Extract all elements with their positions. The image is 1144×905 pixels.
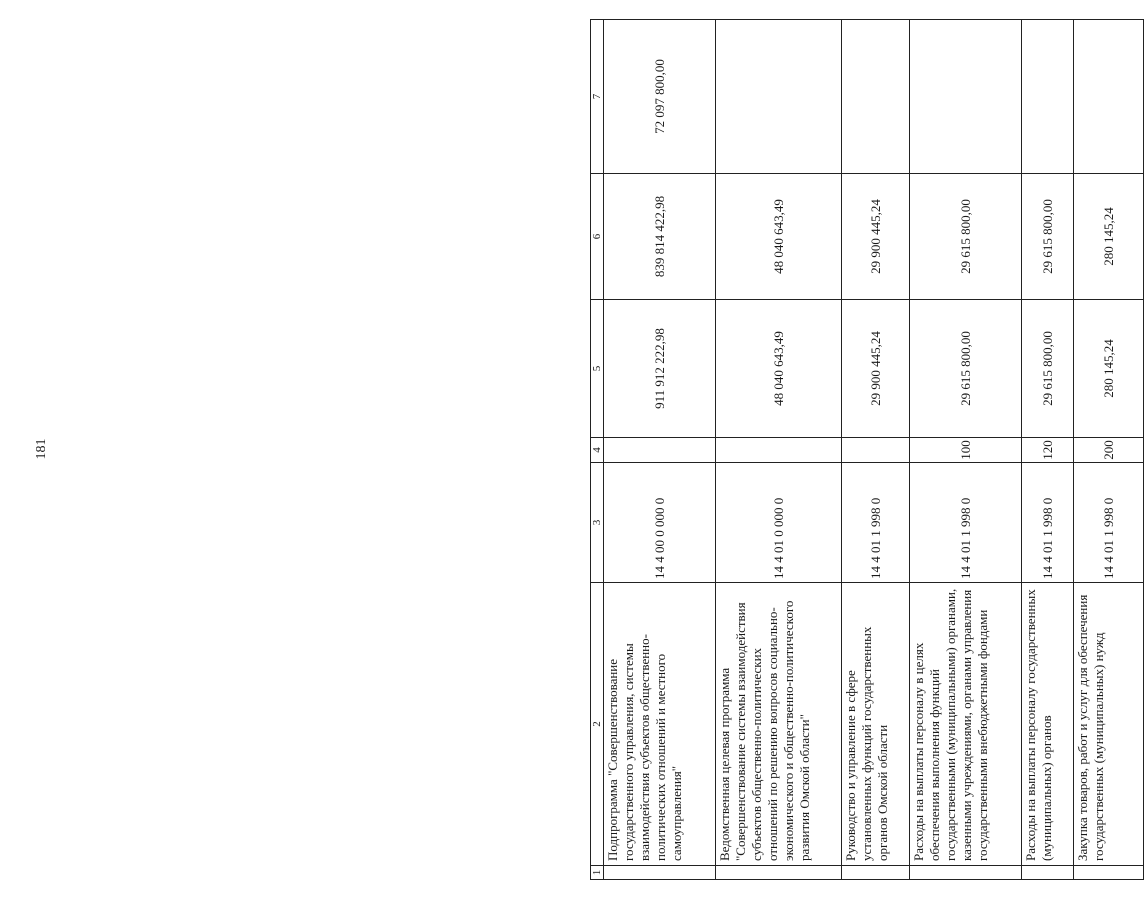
row-name: Ведомственная целевая программа "Совершенствование системы взаимодействия субъектов общественно-политических отношений по решению вопросов социально-экономического и общественно-политического развития Омской области" xyxy=(716,583,842,866)
budget-table xyxy=(590,19,1144,880)
column-number: 4 xyxy=(591,438,604,463)
row-name: Руководство и управление в сфере установленных функций государственных органов Омской области xyxy=(842,583,910,866)
target-code: 14 4 01 1 998 0 xyxy=(1074,463,1144,583)
expense-type xyxy=(604,438,716,463)
column-number-row xyxy=(591,20,604,880)
table-row xyxy=(910,20,1022,880)
table-row xyxy=(1022,20,1074,880)
amount-col7 xyxy=(910,20,1022,174)
column-number: 3 xyxy=(591,463,604,583)
expense-type xyxy=(716,438,842,463)
row-name: Подпрограмма "Совершенствование государственного управления, системы взаимодействия субъектов общественно-политических отношений и местного самоуправления" xyxy=(604,583,716,866)
target-code: 14 4 01 1 998 0 xyxy=(1022,463,1074,583)
row-name: Расходы на выплаты персоналу в целях обеспечения выполнения функций государственными (муниципальными) органами, казенными учреждениями, органами управления государственными внебюджетными фондами xyxy=(910,583,1022,866)
amount-col5: 29 900 445,24 xyxy=(842,300,910,438)
amount-col7 xyxy=(842,20,910,174)
empty-cell xyxy=(842,866,910,880)
amount-col7: 72 097 800,00 xyxy=(604,20,716,174)
empty-cell xyxy=(1074,866,1144,880)
table-row xyxy=(716,20,842,880)
table-row xyxy=(1074,20,1144,880)
amount-col5: 29 615 800,00 xyxy=(1022,300,1074,438)
row-name: Закупка товаров, работ и услуг для обеспечения государственных (муниципальных) нужд xyxy=(1074,583,1144,866)
target-code: 14 4 00 0 000 0 xyxy=(604,463,716,583)
amount-col6: 280 145,24 xyxy=(1074,174,1144,300)
amount-col7 xyxy=(1022,20,1074,174)
expense-type xyxy=(842,438,910,463)
amount-col6: 29 900 445,24 xyxy=(842,174,910,300)
amount-col6: 839 814 422,98 xyxy=(604,174,716,300)
page-number: 181 xyxy=(34,438,49,460)
amount-col6: 29 615 800,00 xyxy=(1022,174,1074,300)
column-number: 5 xyxy=(591,300,604,438)
table-row xyxy=(842,20,910,880)
empty-cell xyxy=(910,866,1022,880)
table-row xyxy=(604,20,716,880)
expense-type: 120 xyxy=(1022,438,1074,463)
amount-col7 xyxy=(1074,20,1144,174)
amount-col5: 29 615 800,00 xyxy=(910,300,1022,438)
amount-col5: 48 040 643,49 xyxy=(716,300,842,438)
empty-cell xyxy=(1022,866,1074,880)
amount-col5: 911 912 222,98 xyxy=(604,300,716,438)
column-number: 1 xyxy=(591,866,604,880)
amount-col6: 29 615 800,00 xyxy=(910,174,1022,300)
empty-cell xyxy=(604,866,716,880)
row-name: Расходы на выплаты персоналу государственных (муниципальных) органов xyxy=(1022,583,1074,866)
empty-cell xyxy=(716,866,842,880)
amount-col5: 280 145,24 xyxy=(1074,300,1144,438)
target-code: 14 4 01 1 998 0 xyxy=(910,463,1022,583)
target-code: 14 4 01 1 998 0 xyxy=(842,463,910,583)
amount-col7 xyxy=(716,20,842,174)
expense-type: 200 xyxy=(1074,438,1144,463)
budget-table-container xyxy=(590,20,1136,880)
expense-type: 100 xyxy=(910,438,1022,463)
column-number: 7 xyxy=(591,20,604,174)
target-code: 14 4 01 0 000 0 xyxy=(716,463,842,583)
column-number: 2 xyxy=(591,583,604,866)
amount-col6: 48 040 643,49 xyxy=(716,174,842,300)
column-number: 6 xyxy=(591,174,604,300)
